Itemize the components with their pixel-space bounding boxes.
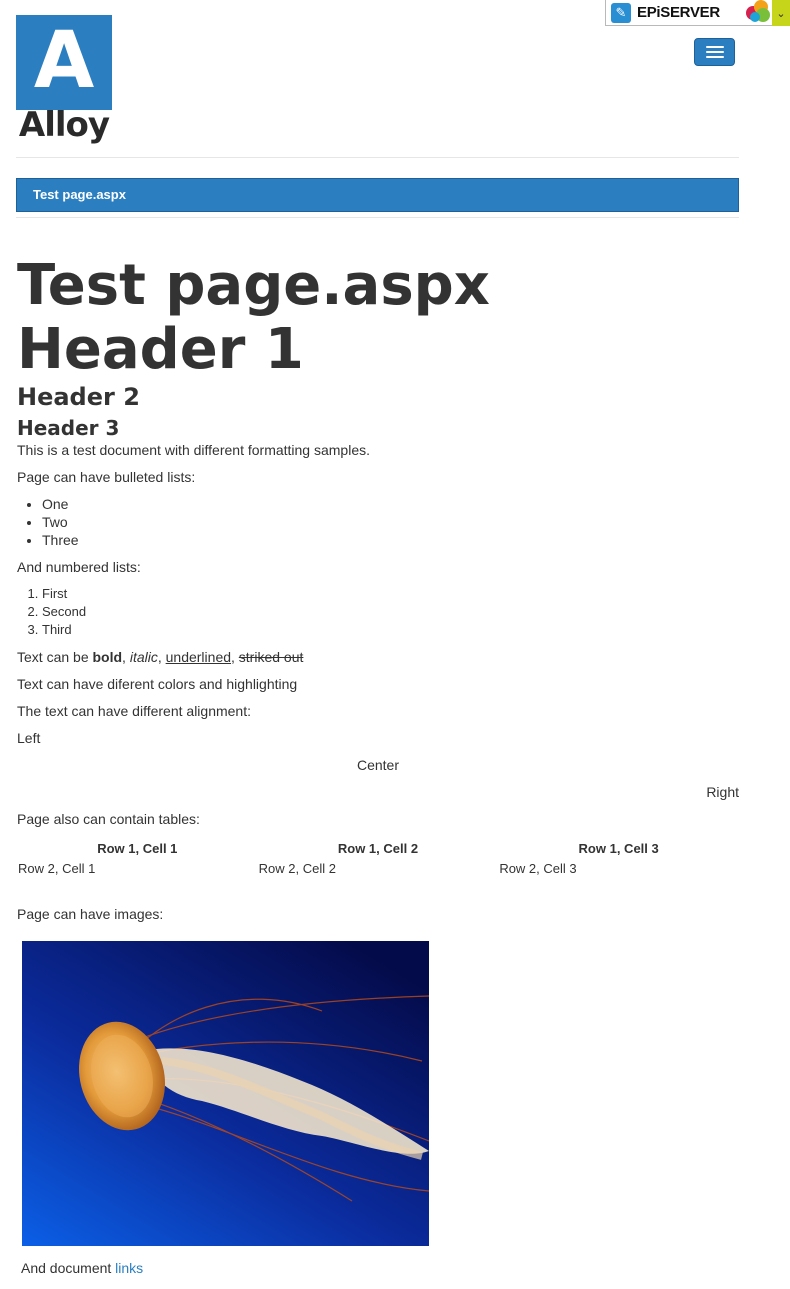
bulleted-list [17, 495, 739, 549]
logo-letter: A [33, 15, 95, 106]
separator: , [122, 649, 130, 665]
separator: , [157, 649, 166, 665]
header-3: Header 3 [17, 416, 120, 440]
numbered-intro: And numbered lists: [17, 559, 141, 575]
table-cell: Row 2, Cell 3 [499, 860, 577, 876]
list-item: 1. First [42, 585, 739, 603]
table-row [17, 838, 739, 858]
table-cell: Row 2, Cell 1 [18, 860, 96, 876]
table-header-cell: Row 1, Cell 2 [337, 840, 419, 856]
page-title: Test page.aspx [17, 253, 490, 318]
alloy-logo[interactable] [16, 15, 112, 110]
links-text [21, 1260, 143, 1276]
align-center-text: Center [356, 757, 400, 773]
numbered-list [17, 585, 739, 639]
table-header-cell: Row 1, Cell 1 [97, 840, 178, 856]
header-1: Header 1 [17, 317, 304, 382]
episerver-brand: EPiSERVER [637, 4, 720, 21]
jellyfish-image [22, 941, 429, 1246]
align-right-text: Right [706, 784, 739, 800]
formatting-text [17, 648, 739, 666]
underlined-text: underlined [165, 649, 232, 665]
intro-text: This is a test document with different formatting samples. [17, 442, 371, 458]
list-item: • Two [42, 513, 739, 531]
sample-table [17, 838, 739, 878]
header-2: Header 2 [17, 383, 140, 411]
breadcrumb[interactable]: Test page.aspx [16, 178, 739, 212]
pen-icon[interactable]: ✎ [611, 3, 631, 23]
list-item: • One [42, 495, 739, 513]
main-content [17, 254, 739, 923]
bold-text: bold [92, 649, 123, 665]
images-intro: Page can have images: [17, 906, 164, 922]
divider [16, 217, 739, 218]
table-header-cell: Row 1, Cell 3 [578, 840, 659, 856]
striked-text: striked out [238, 649, 304, 665]
divider [16, 157, 739, 158]
table-row [17, 858, 739, 878]
document-link[interactable]: links [115, 1260, 144, 1276]
separator: , [231, 649, 239, 665]
list-item: 3. Third [42, 621, 739, 639]
list-item: • Three [42, 531, 739, 549]
chevron-down-icon[interactable]: ⌄ [772, 0, 790, 26]
bullets-intro: Page can have bulleted lists: [17, 469, 196, 485]
list-item: 2. Second [42, 603, 739, 621]
episerver-toolbar[interactable] [605, 0, 790, 26]
episerver-logo-icon [746, 0, 772, 26]
align-left-text: Left [17, 730, 41, 746]
logo-word: Alloy [18, 105, 110, 145]
colors-text: Text can have diferent colors and highlighting [17, 676, 298, 692]
formatting-prefix: Text can be [17, 649, 93, 665]
tables-intro: Page also can contain tables: [17, 811, 200, 827]
links-prefix: And document [21, 1260, 116, 1276]
table-cell: Row 2, Cell 2 [258, 860, 336, 876]
hamburger-icon[interactable] [694, 38, 735, 66]
italic-text: italic [129, 649, 158, 665]
alignment-intro: The text can have different alignment: [17, 703, 251, 719]
